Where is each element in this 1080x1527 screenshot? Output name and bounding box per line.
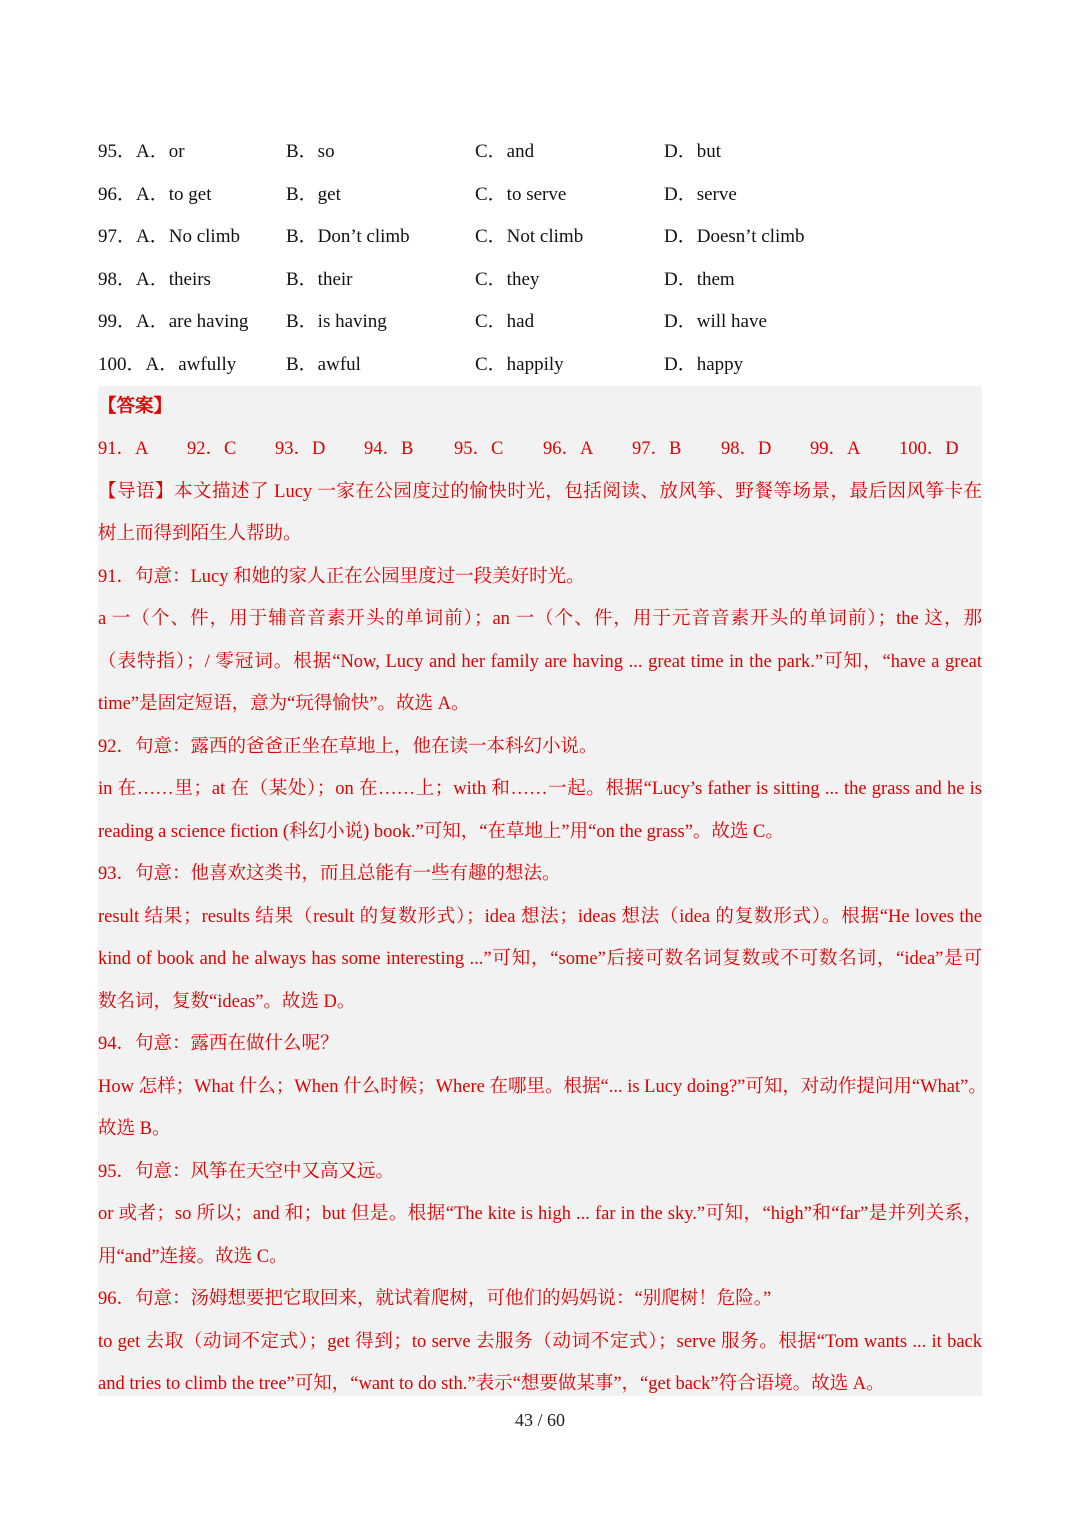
answer-key: 97．B bbox=[632, 439, 682, 459]
option-a: 97．A．No climb bbox=[98, 226, 240, 247]
option-d: D．happy bbox=[664, 353, 744, 375]
option-a: 96．A．to get bbox=[98, 183, 212, 205]
option-a: 98．A．theirs bbox=[98, 268, 211, 290]
answer-key: 93．D bbox=[275, 439, 326, 459]
question-row-100 bbox=[98, 344, 982, 387]
answer-label: 【答案】 bbox=[98, 397, 173, 417]
answer-key: 98．D bbox=[721, 439, 772, 459]
answer-key: 100．D bbox=[899, 439, 959, 459]
page-number: 43 / 60 bbox=[514, 1410, 565, 1430]
explanation-line: a 一（个、件，用于辅音音素开头的单词前）；an 一（个、件，用于元音音素开头的单词前）；the 这，那 bbox=[98, 609, 982, 629]
explanation-line: or 或者；so 所以；and 和；but 但是。根据“The kite is high ... far in the sky.”可知，“high”和“far”是并列关系， bbox=[98, 1204, 982, 1224]
explanation-line: in 在……里；at 在（某处）；on 在……上；with 和……一起。根据“Lucy’s father is sitting ... the grass and he is bbox=[98, 779, 982, 799]
explanation-line: 故选 B。 bbox=[98, 1119, 171, 1139]
explanation-line: result 结果；results 结果（result 的复数形式）；idea 想法；ideas 想法（idea 的复数形式）。根据“He loves the bbox=[98, 907, 982, 927]
option-b: B．awful bbox=[286, 353, 361, 375]
option-b: B．get bbox=[286, 183, 341, 205]
option-d: D．serve bbox=[664, 183, 737, 205]
option-a: 99．A．are having bbox=[98, 311, 249, 332]
option-c: C．Not climb bbox=[475, 226, 584, 247]
answer-key: 99．A bbox=[810, 439, 861, 459]
option-c: C．they bbox=[475, 268, 540, 290]
option-d: D．but bbox=[664, 141, 722, 162]
option-b: B．so bbox=[286, 141, 335, 162]
explanation-line: 用“and”连接。故选 C。 bbox=[98, 1247, 288, 1267]
explanation-line: 数名词，复数“ideas”。故选 D。 bbox=[98, 992, 356, 1012]
option-c: C．and bbox=[475, 141, 535, 162]
explanation-line: and tries to climb the tree”可知，“want to do sth.”表示“想要做某事”，“get back”符合语境。故选 A。 bbox=[98, 1374, 885, 1394]
explanation-line: 树上而得到陌生人帮助。 bbox=[98, 524, 302, 544]
explanation-line: reading a science fiction (科幻小说) book.”可知，“在草地上”用“on the grass”。故选 C。 bbox=[98, 822, 784, 842]
option-c: C．happily bbox=[475, 353, 564, 375]
explanation-line: 95．句意：风筝在天空中又高又远。 bbox=[98, 1162, 395, 1182]
explanation-line: kind of book and he always has some interesting ...”可知，“some”后接可数名词复数或不可数名词，“idea”是可 bbox=[98, 949, 982, 969]
option-a: 100．A．awfully bbox=[98, 353, 237, 375]
answer-key: 96．A bbox=[543, 439, 594, 459]
explanation-line: How 怎样；What 什么；When 什么时候；Where 在哪里。根据“... is Lucy doing?”可知，对动作提问用“What”。 bbox=[98, 1077, 987, 1097]
question-row-97 bbox=[98, 216, 982, 259]
explanation-line: time”是固定短语，意为“玩得愉快”。故选 A。 bbox=[98, 694, 470, 714]
option-b: B．is having bbox=[286, 311, 387, 332]
question-row-96 bbox=[98, 174, 982, 217]
option-d: D．Doesn’t climb bbox=[664, 226, 805, 247]
option-d: D．will have bbox=[664, 311, 767, 332]
question-row-95 bbox=[98, 131, 982, 174]
explanation-line: 92．句意：露西的爸爸正坐在草地上，他在读一本科幻小说。 bbox=[98, 737, 598, 757]
answer-key: 95．C bbox=[454, 439, 504, 459]
option-d: D．them bbox=[664, 268, 735, 290]
option-b: B．Don’t climb bbox=[286, 226, 410, 247]
option-b: B．their bbox=[286, 268, 353, 290]
option-c: C．to serve bbox=[475, 183, 567, 205]
option-c: C．had bbox=[475, 311, 535, 332]
explanation-line: 96．句意：汤姆想要把它取回来，就试着爬树，可他们的妈妈说：“别爬树！危险。” bbox=[98, 1289, 772, 1309]
question-row-98 bbox=[98, 259, 982, 302]
explanation-line: 94．句意：露西在做什么呢？ bbox=[98, 1034, 339, 1054]
option-a: 95．A．or bbox=[98, 141, 185, 162]
explanation-line: to get 去取（动词不定式）；get 得到；to serve 去服务（动词不定式）；serve 服务。根据“Tom wants ... it back bbox=[98, 1332, 982, 1352]
explanation-line: 91．句意：Lucy 和她的家人正在公园里度过一段美好时光。 bbox=[98, 567, 585, 587]
answer-key: 92．C bbox=[187, 439, 237, 459]
explanation-line: 【导语】本文描述了 Lucy 一家在公园度过的愉快时光，包括阅读、放风筝、野餐等场景，最后因风筝卡在 bbox=[98, 482, 982, 502]
question-row-99 bbox=[98, 301, 982, 344]
answer-keys bbox=[98, 428, 982, 471]
explanation-line: （表特指）；/ 零冠词。根据“Now, Lucy and her family are having ... great time in the park.”可知，“have a great bbox=[98, 652, 982, 672]
answer-key: 94．B bbox=[364, 439, 414, 459]
answer-key: 91．A bbox=[98, 439, 149, 459]
explanation-line: 93．句意：他喜欢这类书，而且总能有一些有趣的想法。 bbox=[98, 864, 561, 884]
options-list bbox=[98, 131, 982, 386]
